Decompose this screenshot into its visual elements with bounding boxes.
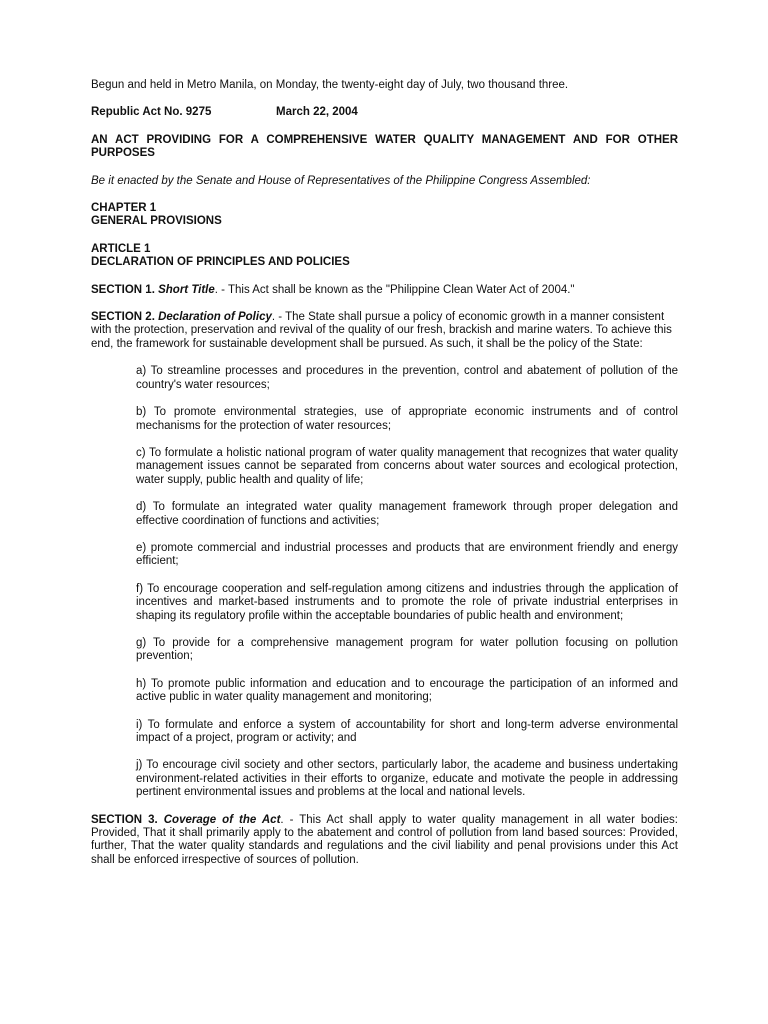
policy-item-a: a) To streamline processes and procedures in the prevention, control and abatement of pollution of the country's water resources; (136, 365, 678, 391)
section-2 (91, 311, 678, 351)
republic-act-date: March 22, 2004 (276, 106, 358, 119)
policy-list (136, 365, 678, 799)
policy-item-h: h) To promote public information and education and to encourage the participation of an informed and active public in water quality management and monitoring; (136, 677, 678, 704)
section-3-label: SECTION 3. (91, 813, 158, 826)
article-title: DECLARATION OF PRINCIPLES AND POLICIES (91, 256, 350, 269)
chapter-heading (91, 202, 678, 229)
enacting-clause: Be it enacted by the Senate and House of Representatives of the Philippine Congress Assembled: (91, 174, 591, 187)
section-2-title: Declaration of Policy (158, 311, 272, 324)
republic-act-line (91, 106, 678, 119)
section-3-text: . - This Act shall apply to water quality management in all water bodies: Provided, That it shall primarily apply to the abatement and control of pollution from land based sources: Provided, further, That the water quality standards and regulations and the civil liability and penal provisions under this Act shall be enforced irrespective of sources of pollution. (91, 813, 678, 866)
policy-item-f: f) To encourage cooperation and self-regulation among citizens and industries through the application of incentives and market-based instruments and to promote the role of private industrial enterprises in shaping its regulatory profile within the acceptable boundaries of public health and environment; (136, 582, 678, 622)
act-title: AN ACT PROVIDING FOR A COMPREHENSIVE WATER QUALITY MANAGEMENT AND FOR OTHER PURPOSES (91, 133, 678, 160)
section-1-text: . - This Act shall be known as the "Philippine Clean Water Act of 2004." (214, 283, 575, 296)
section-1-title: Short Title (158, 283, 215, 296)
section-2-label: SECTION 2. (91, 311, 155, 324)
section-2-text: . - The State shall pursue a policy of economic growth in a manner consistent with the protection, preservation and revival of the quality of our fresh, brackish and marine waters. To achieve this end, the framework for sustainable development shall be pursued. As such, it shall be the policy of the State: (91, 311, 672, 350)
section-3-title: Coverage of the Act (163, 813, 281, 826)
policy-item-g: g) To provide for a comprehensive management program for water pollution focusing on pollution prevention; (136, 636, 678, 663)
policy-item-e: e) promote commercial and industrial processes and products that are environment friendly and energy efficient; (136, 541, 678, 568)
republic-act-number: Republic Act No. 9275 (91, 106, 212, 119)
policy-item-c: c) To formulate a holistic national program of water quality management that recognizes that water quality management issues cannot be separated from concerns about water sources and ecological protection, water supply, public health and quality of life; (136, 446, 678, 486)
document-page (91, 79, 678, 867)
policy-item-b: b) To promote environmental strategies, use of appropriate economic instruments and of control mechanisms for the protection of water resources; (136, 406, 678, 432)
policy-item-j: j) To encourage civil society and other sectors, particularly labor, the academe and business undertaking environment-related activities in their efforts to organize, educate and motivate the people in addressing pertinent environmental issues and problems at the local and national levels. (136, 759, 678, 799)
intro-paragraph: Begun and held in Metro Manila, on Monday, the twenty-eight day of July, two thousand three. (91, 79, 569, 91)
article-heading (91, 243, 678, 270)
section-3 (91, 814, 678, 868)
chapter-number: CHAPTER 1 (91, 202, 157, 215)
article-number: ARTICLE 1 (91, 242, 151, 255)
policy-item-d: d) To formulate an integrated water quality management framework through proper delegation and effective coordination of functions and activities; (136, 501, 678, 527)
section-1 (91, 284, 678, 297)
section-1-label: SECTION 1. (91, 283, 155, 296)
policy-item-i: i) To formulate and enforce a system of accountability for short and long-term adverse environmental impact of a project, program or activity; and (136, 718, 678, 744)
chapter-title: GENERAL PROVISIONS (91, 215, 222, 228)
